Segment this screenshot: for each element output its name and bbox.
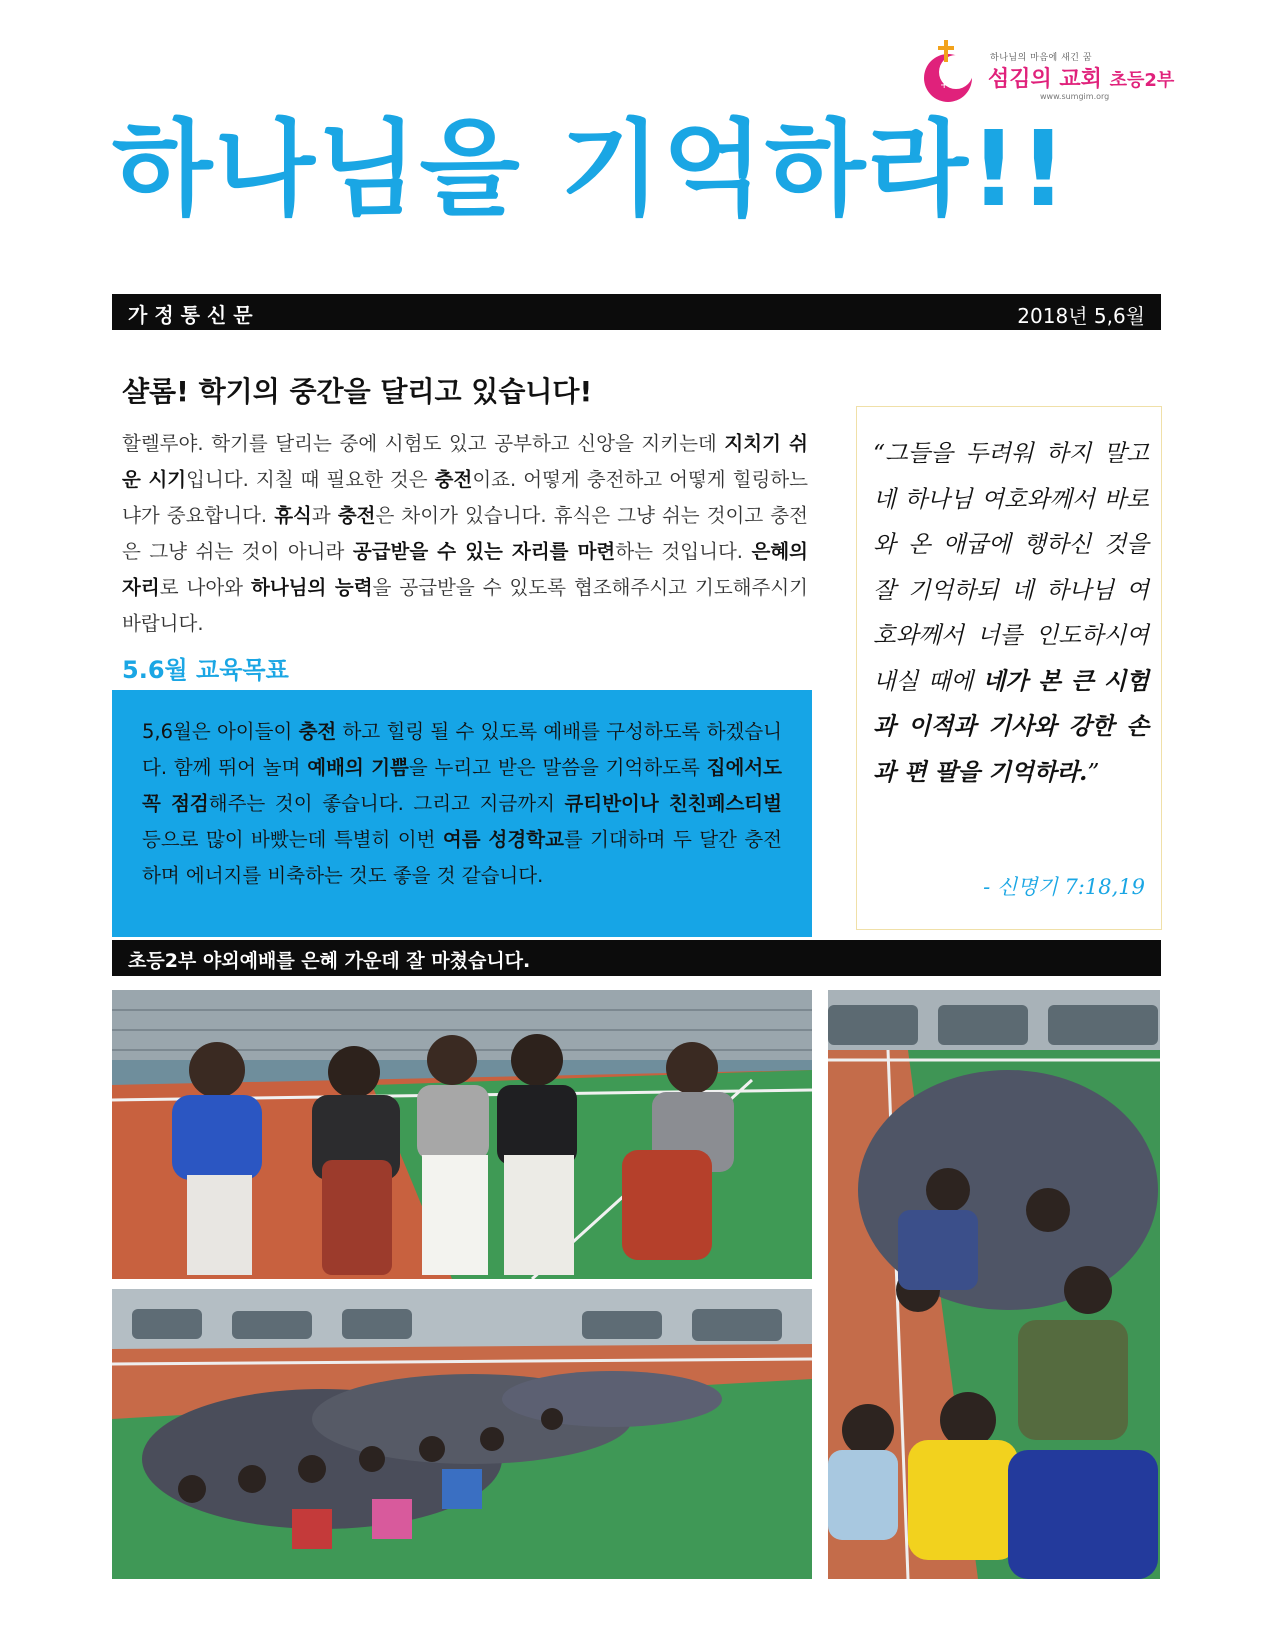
text-run: 이죠. 어떻게 충전하고 어떻게 힐링하느냐가 중요합니다. — [122, 468, 808, 527]
text-run: 로 나아와 — [159, 576, 251, 599]
svg-text:+: + — [940, 80, 949, 91]
scripture-reference: - 신명기 7:18,19 — [983, 875, 1145, 899]
emphasis-text: 충전 — [298, 720, 337, 743]
goals-body — [142, 714, 782, 894]
emphasis-text: 네가 본 큰 시험과 이적과 기사와 강한 손과 편 팔을 기억하라. — [873, 666, 1149, 786]
logo-department: 초등2부 — [1109, 70, 1175, 91]
page-title: 하나님을 기억하라!! — [112, 108, 1069, 230]
photo-sack-race — [112, 990, 812, 1279]
scripture-quote-box — [856, 406, 1162, 930]
logo-name — [988, 62, 1174, 93]
text-run: 5,6월은 아이들이 — [142, 720, 299, 743]
emphasis-text: 집에서도 꼭 점검 — [142, 756, 782, 815]
text-run: 등으로 많이 바빴는데 특별히 이번 — [142, 828, 443, 851]
text-run: 하는 것입니다. — [615, 540, 752, 563]
photos-caption: 초등2부 야외예배를 은혜 가운데 잘 마쳤습니다. — [128, 950, 531, 972]
church-logo-icon — [918, 36, 980, 106]
scripture-quote — [873, 431, 1149, 795]
emphasis-text: 은혜의 자리 — [122, 540, 808, 599]
goals-title: 5.6월 교육목표 — [122, 656, 289, 684]
emphasis-text: 여름 성경학교 — [442, 828, 564, 851]
text-run: ” — [1087, 757, 1100, 786]
newsletter-label: 가정통신문 — [128, 303, 260, 327]
photo-kids-activity — [828, 990, 1160, 1579]
text-run: 해주는 것이 좋습니다. 그리고 지금까지 — [208, 792, 565, 815]
text-run: “그들을 두려워 하지 말고 네 하나님 여호와께서 바로와 온 애굽에 행하신 것을 잘 기억하되 네 하나님 여호와께서 너를 인도하시여 내실 때에 — [873, 439, 1149, 695]
church-logo — [918, 36, 1178, 106]
emphasis-text: 충전 — [434, 468, 473, 491]
emphasis-text: 큐티반이나 친친페스티벌 — [564, 792, 782, 815]
text-run: 를 기대하며 두 달간 충전하며 에너지를 비축하는 것도 좋을 것 같습니다. — [142, 828, 782, 887]
newsletter-header-bar — [112, 294, 1161, 330]
emphasis-text: 예배의 기쁨 — [307, 756, 409, 779]
newsletter-date: 2018년 5,6월 — [1017, 304, 1145, 328]
emphasis-text: 충전 — [337, 504, 376, 527]
logo-tagline: 하나님의 마음에 새긴 꿈 — [990, 53, 1093, 63]
text-run: 과 — [311, 504, 338, 527]
photo-group-sitting — [112, 1289, 812, 1579]
emphasis-text: 공급받을 수 있는 자리를 마련 — [352, 540, 616, 563]
text-run: 은 차이가 있습니다. 휴식은 그냥 쉬는 것이고 충전은 그냥 쉬는 것이 아니라 — [122, 504, 808, 563]
text-run: 할렐루야. 학기를 달리는 중에 시험도 있고 공부하고 신앙을 지키는데 — [122, 432, 725, 455]
text-run: 을 누리고 받은 말씀을 기억하도록 — [408, 756, 707, 779]
text-run: 입니다. 지칠 때 필요한 것은 — [186, 468, 435, 491]
greeting-title: 샬롬! 학기의 중간을 달리고 있습니다! — [122, 375, 593, 408]
emphasis-text: 휴식 — [274, 504, 312, 527]
emphasis-text: 하나님의 능력 — [250, 576, 373, 599]
text-run: 을 공급받을 수 있도록 협조해주시고 기도해주시기 바랍니다. — [122, 576, 809, 635]
greeting-body — [122, 426, 808, 642]
emphasis-text: 지치기 쉬운 시기 — [122, 432, 809, 491]
photos-header-bar — [112, 940, 1161, 976]
goals-box — [112, 690, 812, 937]
text-run: 하고 힐링 될 수 있도록 예배를 구성하도록 하겠습니다. 함께 뛰어 놀며 — [142, 720, 782, 779]
logo-church-name: 섬김의 교회 — [988, 67, 1102, 92]
logo-url: www.sumgim.org — [1040, 92, 1110, 101]
